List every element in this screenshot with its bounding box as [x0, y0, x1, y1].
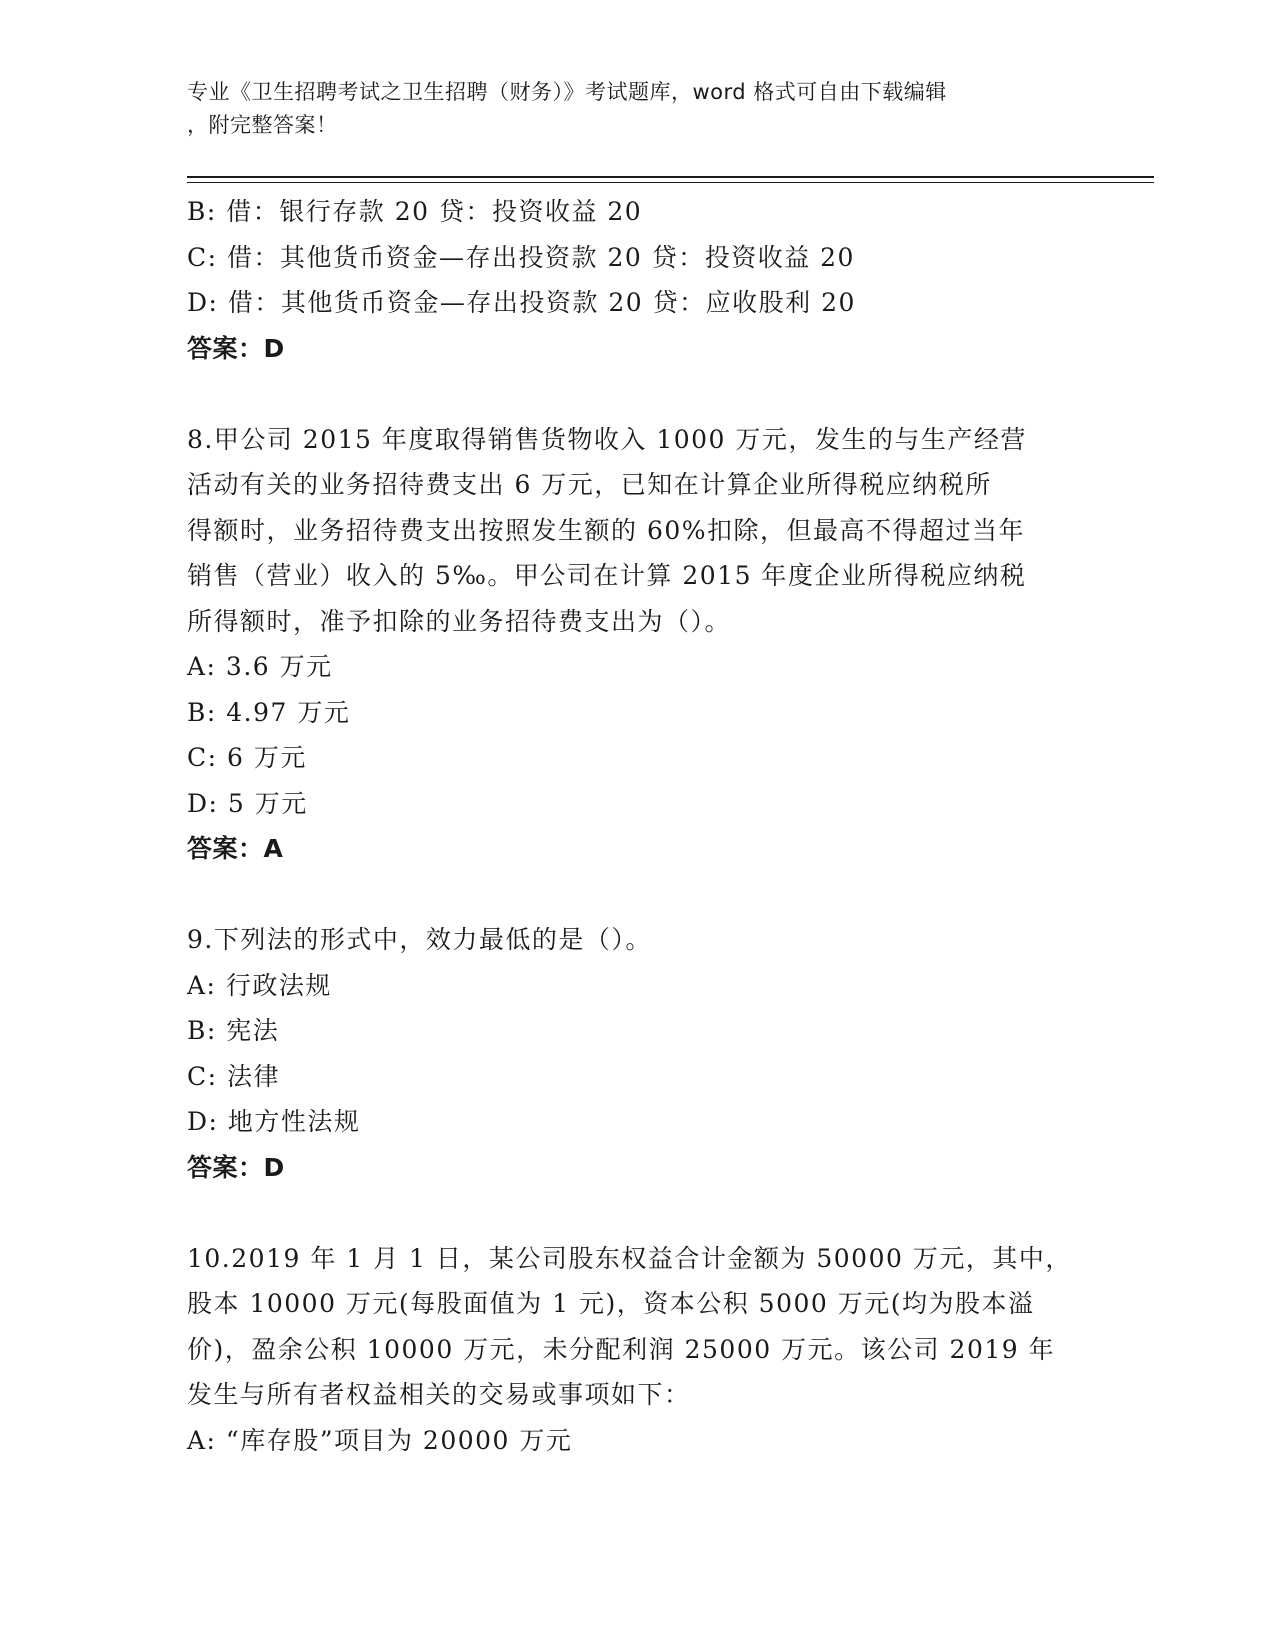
header-title-line-1: 专业《卫生招聘考试之卫生招聘（财务）》考试题库，word 格式可自由下载编辑 — [187, 80, 947, 104]
answer-line: 答案：D — [187, 333, 285, 363]
option-a: A: 3.6 万元 — [187, 652, 333, 681]
option-d: D: 5 万元 — [187, 788, 308, 818]
question-stem-line: 价)，盈余公积 10000 万元，未分配利润 25000 万元。该公司 2019 年 — [187, 1334, 1056, 1364]
option-b: B: 宪法 — [187, 1016, 280, 1045]
question-stem-line: 9.下列法的形式中，效力最低的是（）。 — [187, 925, 652, 954]
question-stem-line: 得额时，业务招待费支出按照发生额的 60%扣除，但最高不得超过当年 — [187, 515, 1026, 545]
answer-line: 答案：D — [187, 1152, 285, 1182]
option-b: B: 4.97 万元 — [187, 697, 351, 727]
header-title-line-2: ，附完整答案！ — [187, 113, 338, 137]
option-a: A: 行政法规 — [187, 970, 332, 1000]
spacer — [187, 1190, 1087, 1236]
question-9 — [187, 917, 1087, 1190]
question-stem-line: 10.2019 年 1 月 1 日，某公司股东权益合计金额为 50000 万元，其中， — [187, 1243, 1072, 1273]
question-stem-line: 销售（营业）收入的 5‰。甲公司在计算 2015 年度企业所得税应纳税 — [187, 561, 1027, 590]
option-a: A: “库存股”项目为 20000 万元 — [187, 1425, 573, 1455]
option-c: C: 借：其他货币资金—存出投资款 20 贷：投资收益 20 — [187, 242, 855, 272]
document-header — [187, 76, 1087, 142]
question-10 — [187, 1236, 1087, 1464]
spacer — [187, 872, 1087, 918]
document-body — [187, 189, 1087, 1463]
answer-line: 答案：A — [187, 834, 284, 863]
question-stem-line: 8.甲公司 2015 年度取得销售货物收入 1000 万元，发生的与生产经营 — [187, 424, 1027, 454]
question-stem-line: 活动有关的业务招待费支出 6 万元，已知在计算企业所得税应纳税所 — [187, 470, 992, 499]
option-c: C: 法律 — [187, 1061, 280, 1091]
question-stem-line: 股本 10000 万元(每股面值为 1 元)，资本公积 5000 万元(均为股本溢 — [187, 1289, 1035, 1318]
header-divider-thick — [187, 176, 1154, 178]
spacer — [187, 371, 1087, 417]
option-c: C: 6 万元 — [187, 743, 307, 772]
question-7-tail — [187, 189, 1087, 371]
question-stem-line: 发生与所有者权益相关的交易或事项如下： — [187, 1380, 691, 1409]
header-divider-thin — [187, 182, 1154, 183]
question-8 — [187, 417, 1087, 872]
option-d: D: 地方性法规 — [187, 1107, 361, 1136]
option-b: B: 借：银行存款 20 贷：投资收益 20 — [187, 197, 643, 226]
option-d: D: 借：其他货币资金—存出投资款 20 贷：应收股利 20 — [187, 288, 856, 317]
question-stem-line: 所得额时，准予扣除的业务招待费支出为（）。 — [187, 606, 732, 636]
